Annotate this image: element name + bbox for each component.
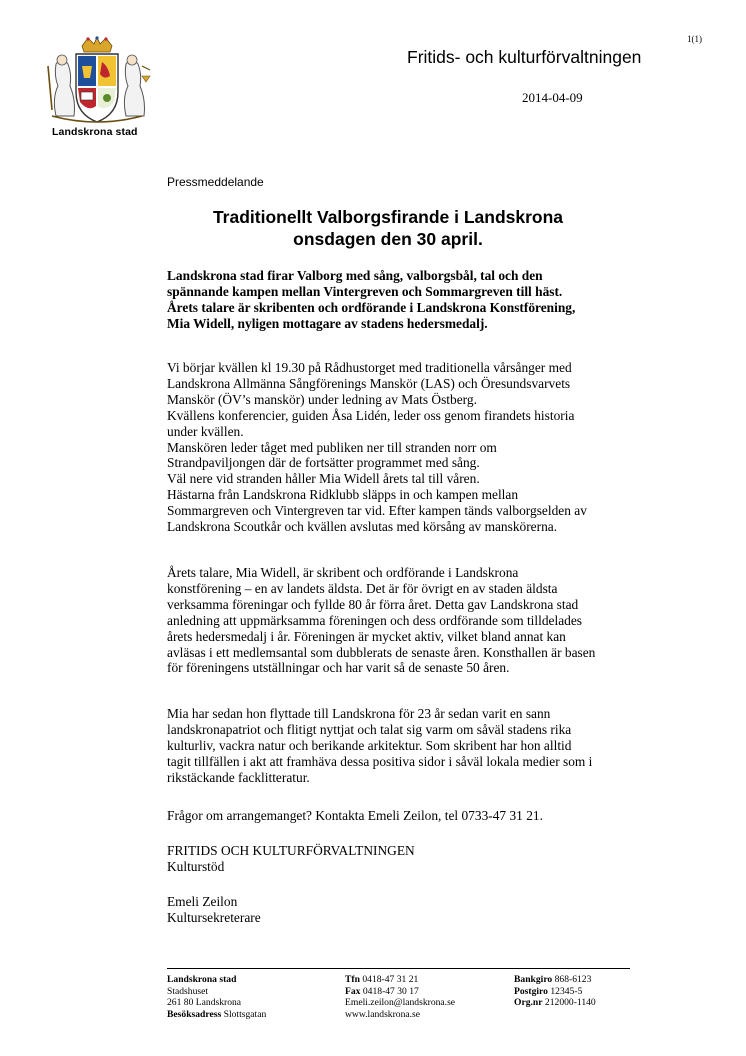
paragraph-line: kulturliv, vackra natur och berikande arkitektur. Som skribent har hon alltid <box>167 737 572 753</box>
footer-visit-label: Besöksadress <box>167 1008 222 1020</box>
department-name: Fritids- och kulturförvaltningen <box>407 47 642 67</box>
footer-bankgiro-label: Bankgiro <box>514 974 553 985</box>
signature-person <box>167 894 647 926</box>
signature-line: FRITIDS OCH KULTURFÖRVALTNINGEN <box>167 843 415 858</box>
lead-line: Landskrona stad firar Valborg med sång, valborgsbål, tal och den <box>167 268 543 283</box>
paragraph-line: avläsas i ett medlemsantal som dubblerats de senaste åren. Konsthallen är basen <box>167 644 596 660</box>
paragraph-line: Sommargreven och Vintergreven tar vid. Efter kampen tänds valborgselden av <box>167 503 587 519</box>
footer-org-name: Landskrona stad <box>167 974 237 985</box>
paragraph-line: Manskör (ÖV’s manskör) under ledning av Mats Östberg. <box>167 391 477 407</box>
paragraph-line: tagit tillfällen i akt att framhäva dessa positiva sidor i såväl lokala medier som i <box>167 753 593 769</box>
paragraph-line: verksamma föreningar och fyllde 80 år förra året. Detta gav Landskrona stad <box>167 596 579 612</box>
footer-bankgiro-value: 868-6123 <box>554 974 592 985</box>
paragraph-line: Strandpaviljongen där de fortsätter programmet med sång. <box>167 455 480 471</box>
logo-text: Landskrona stad <box>52 126 138 138</box>
contact-line: Frågor om arrangemanget? Kontakta Emeli Zeilon, tel 0733-47 31 21. <box>167 808 543 823</box>
paragraph-line: Manskören leder tåget med publiken ner till stranden norr om <box>167 439 497 455</box>
paragraph-line: Väl nere vid stranden håller Mia Widell årets tal till våren. <box>167 471 480 487</box>
paragraph-line: Mia har sedan hon flyttade till Landskrona för 23 år sedan varit en sann <box>167 706 551 721</box>
paragraph-biography <box>167 706 647 786</box>
title-line-2: onsdagen den 30 april. <box>293 229 483 249</box>
paragraph-line: Landskrona Scoutkår och kvällen avslutas med körsång av manskörerna. <box>167 519 558 535</box>
footer-website: www.landskrona.se <box>345 1008 421 1020</box>
document-date: 2014-04-09 <box>522 90 583 105</box>
signature-line: Kulturstöd <box>167 858 225 874</box>
paragraph-line: Årets talare, Mia Widell, är skribent och ordförande i Landskrona <box>167 565 519 580</box>
paragraph-line: landskronapatriot och flitigt nyttjat och talat sig varm om såväl stadens rika <box>167 721 572 737</box>
footer-divider <box>167 968 630 969</box>
footer-postgiro-value: 12345-5 <box>550 985 583 997</box>
contact-paragraph <box>167 808 647 824</box>
paragraph-program <box>167 360 647 535</box>
paragraph-line: Landskrona Allmänna Sångförenings Manskör (LAS) och Öresundsvarvets <box>167 375 571 391</box>
footer-tfn-label: Tfn <box>345 974 360 985</box>
paragraph-line: rikstäckande facklitteratur. <box>167 769 310 785</box>
footer-address-line: Stadshuset <box>167 985 209 997</box>
document-type: Pressmeddelande <box>167 175 264 189</box>
footer-banking <box>514 974 596 1009</box>
paragraph-speaker <box>167 565 647 676</box>
paragraph-line: konstförening – en av landets äldsta. Det är för övrigt en av staden äldsta <box>167 580 558 596</box>
page-number: 1(1) <box>687 34 702 44</box>
footer-email: Emeli.zeilon@landskrona.se <box>345 997 456 1009</box>
paragraph-line: för föreningens utställningar och har varit så de senaste 50 åren. <box>167 660 510 676</box>
lead-line: Årets talare är skribenten och ordförande i Landskrona Konstförening, <box>167 299 576 315</box>
footer-orgnr-label: Org.nr <box>514 997 543 1009</box>
footer-fax-value: 0418-47 30 17 <box>362 985 419 997</box>
footer-postgiro-label: Postgiro <box>514 985 548 997</box>
signature-line: Kultursekreterare <box>167 909 261 925</box>
footer-address <box>167 974 266 1020</box>
paragraph-line: anledning att uppmärksamma föreningen och dess ordförande som tilldelades <box>167 612 582 628</box>
paragraph-line: under kvällen. <box>167 423 244 439</box>
paragraph-line: Hästarna från Landskrona Ridklubb släpps in och kampen mellan <box>167 487 519 503</box>
paragraph-line: Vi börjar kvällen kl 19.30 på Rådhustorget med traditionella vårsånger med <box>167 360 572 375</box>
footer-visit-value: Slottsgatan <box>223 1008 267 1020</box>
footer-address-line: 261 80 Landskrona <box>167 997 242 1009</box>
footer-orgnr-value: 212000-1140 <box>544 997 596 1009</box>
lead-paragraph <box>167 268 647 332</box>
footer-contact <box>345 974 455 1020</box>
footer-fax-label: Fax <box>345 985 361 997</box>
paragraph-line: årets hedersmedalj i år. Föreningen är mycket aktiv, vilket bland annat kan <box>167 628 566 644</box>
lead-line: Mia Widell, nyligen mottagare av stadens hedersmedalj. <box>167 315 488 331</box>
signature-line: Emeli Zeilon <box>167 894 238 909</box>
footer-tfn-value: 0418-47 31 21 <box>362 974 419 985</box>
lead-line: spännande kampen mellan Vintergreven och Sommargreven till häst. <box>167 283 563 299</box>
paragraph-line: Kvällens konferencier, guiden Åsa Lidén, leder oss genom firandets historia <box>167 407 575 423</box>
signature-department <box>167 843 647 875</box>
title-line-1: Traditionellt Valborgsfirande i Landskrona <box>212 207 564 227</box>
